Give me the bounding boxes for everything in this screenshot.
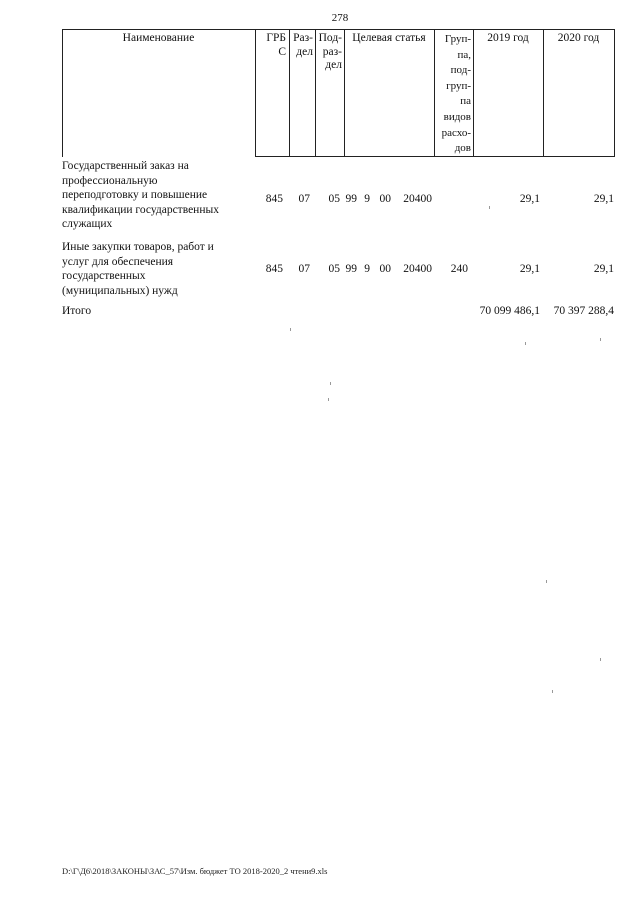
row-target-3: 00 xyxy=(379,263,391,275)
header-divider xyxy=(344,29,345,157)
row-razdel: 07 xyxy=(298,263,310,275)
row-name: Иные закупки товаров, работ и услуг для обеспечения государственных (муниципальных) нужд xyxy=(62,241,214,297)
row-razdel: 07 xyxy=(298,193,310,205)
header-divider xyxy=(543,29,544,157)
row-2019: 29,1 xyxy=(519,193,540,205)
footer-file-path: D:\Г\Д6\2018\ЗАКОНЫ\ЗАС_57\Изм. бюджет ТО 2018-2020_2 чтени9.xls xyxy=(62,866,328,876)
header-target: Целевая статья xyxy=(352,32,426,44)
header-divider xyxy=(62,29,63,157)
row-name: Государственный заказ на профессиональную переподготовку и повышение квалификации государственных служащих xyxy=(62,160,219,230)
total-label: Итого xyxy=(62,305,92,317)
header-2020: 2020 год xyxy=(557,32,600,44)
scan-speck xyxy=(525,342,526,345)
row-podrazdel: 05 xyxy=(328,263,340,275)
row-grbs: 845 xyxy=(265,263,283,275)
row-grbs: 845 xyxy=(265,193,283,205)
header-name: Наименование xyxy=(122,32,195,44)
row-2019: 29,1 xyxy=(519,263,540,275)
scan-speck xyxy=(330,382,331,385)
row-group: 240 xyxy=(450,263,468,275)
row-target-4: 20400 xyxy=(403,193,432,205)
scan-speck xyxy=(290,328,291,331)
row-2020: 29,1 xyxy=(593,263,614,275)
header-group: Груп- па, под- груп- па видов расхо- дов xyxy=(441,33,471,155)
row-2020: 29,1 xyxy=(593,193,614,205)
header-grbs: ГРБ С xyxy=(266,32,286,58)
header-top-border xyxy=(62,29,615,30)
header-2019: 2019 год xyxy=(487,32,529,44)
row-target-3: 00 xyxy=(379,193,391,205)
scan-speck xyxy=(489,206,490,209)
header-podrazdel: Под- раз- дел xyxy=(318,32,342,71)
header-divider xyxy=(473,29,474,157)
scan-speck xyxy=(600,658,601,661)
scan-speck xyxy=(546,580,547,583)
row-target-4: 20400 xyxy=(403,263,432,275)
row-target-1: 99 xyxy=(345,193,357,205)
row-target-2: 9 xyxy=(364,263,370,275)
total-2019: 70 099 486,1 xyxy=(479,305,540,317)
scan-speck xyxy=(552,690,553,693)
header-divider xyxy=(614,29,615,157)
page-number: 278 xyxy=(331,12,349,24)
header-razdel: Раз- дел xyxy=(293,32,313,58)
row-podrazdel: 05 xyxy=(328,193,340,205)
row-target-2: 9 xyxy=(364,193,370,205)
scan-speck xyxy=(328,398,329,401)
total-2020: 70 397 288,4 xyxy=(553,305,614,317)
scan-speck xyxy=(600,338,601,341)
row-target-1: 99 xyxy=(345,263,357,275)
